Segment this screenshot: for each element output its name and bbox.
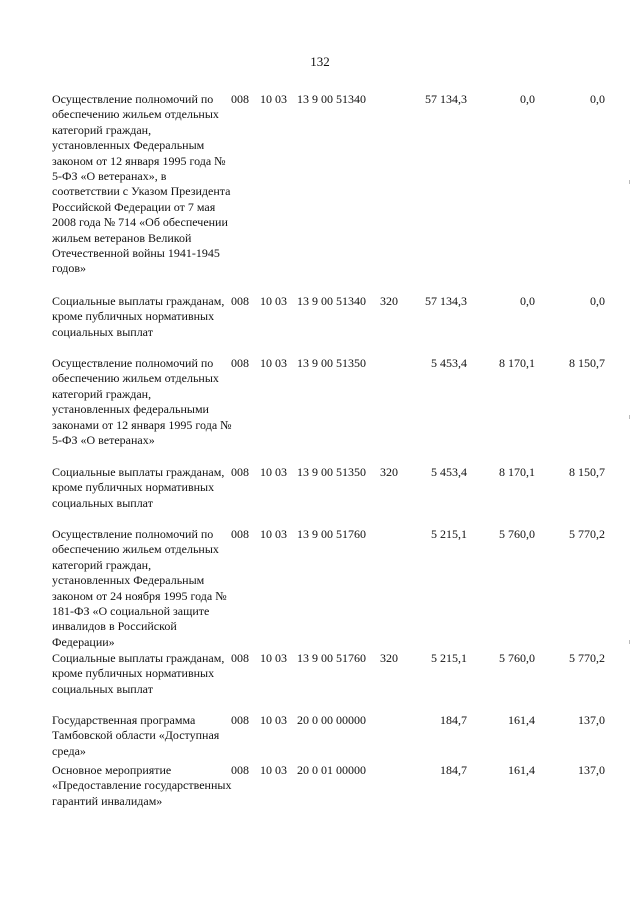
ministry-code: 008 [231, 465, 249, 479]
row-name: Осуществление полномочий по обеспечению жильем отдельных категорий граждан, установленных Федеральным законом от 24 ноября 1995 года № 181-ФЗ «О социальной защите инвалидов в Российской Федерации» [52, 527, 227, 649]
amount-year-3: 137,0 [578, 713, 605, 727]
table-row [0, 527, 640, 651]
ministry-code: 008 [231, 763, 249, 777]
target-article-code: 13 9 00 51760 [297, 527, 366, 541]
section-code: 10 03 [260, 294, 287, 308]
table-row [0, 356, 640, 465]
ministry-code: 008 [231, 651, 249, 665]
table-row [0, 713, 640, 763]
budget-table [0, 92, 640, 825]
scan-artifact [629, 180, 630, 184]
amount-year-2: 8 170,1 [499, 356, 535, 370]
section-code: 10 03 [260, 92, 287, 106]
ministry-code: 008 [231, 92, 249, 106]
amount-year-1: 5 215,1 [431, 527, 467, 541]
page-number: 132 [310, 54, 330, 69]
amount-year-3: 0,0 [590, 92, 605, 106]
ministry-code: 008 [231, 356, 249, 370]
row-name: Государственная программа Тамбовской области «Доступная среда» [52, 713, 220, 758]
target-article-code: 20 0 01 00000 [297, 763, 366, 777]
target-article-code: 13 9 00 51340 [297, 294, 366, 308]
ministry-code: 008 [231, 713, 249, 727]
row-name: Основное мероприятие «Предоставление государственных гарантий инвалидам» [52, 763, 232, 808]
target-article-code: 13 9 00 51340 [297, 92, 366, 106]
amount-year-3: 8 150,7 [569, 356, 605, 370]
ministry-code: 008 [231, 294, 249, 308]
table-row [0, 465, 640, 527]
table-row [0, 92, 640, 294]
target-article-code: 13 9 00 51350 [297, 465, 366, 479]
amount-year-3: 8 150,7 [569, 465, 605, 479]
section-code: 10 03 [260, 465, 287, 479]
amount-year-1: 57 134,3 [425, 294, 467, 308]
amount-year-2: 5 760,0 [499, 651, 535, 665]
row-name: Социальные выплаты гражданам, кроме публичных нормативных социальных выплат [52, 294, 225, 339]
ministry-code: 008 [231, 527, 249, 541]
amount-year-2: 5 760,0 [499, 527, 535, 541]
amount-year-1: 184,7 [440, 713, 467, 727]
amount-year-2: 0,0 [520, 92, 535, 106]
target-article-code: 13 9 00 51350 [297, 356, 366, 370]
section-code: 10 03 [260, 356, 287, 370]
amount-year-3: 5 770,2 [569, 651, 605, 665]
target-article-code: 20 0 00 00000 [297, 713, 366, 727]
amount-year-3: 137,0 [578, 763, 605, 777]
row-name: Социальные выплаты гражданам, кроме публичных нормативных социальных выплат [52, 651, 225, 696]
amount-year-2: 161,4 [508, 763, 535, 777]
table-row [0, 294, 640, 356]
amount-year-1: 184,7 [440, 763, 467, 777]
amount-year-3: 5 770,2 [569, 527, 605, 541]
row-name: Осуществление полномочий по обеспечению жильем отдельных категорий граждан, установленных федеральными законами от 12 января 1995 года № 5-ФЗ «О ветеранах» [52, 356, 232, 448]
expense-type-code: 320 [380, 294, 398, 308]
amount-year-2: 161,4 [508, 713, 535, 727]
amount-year-1: 5 215,1 [431, 651, 467, 665]
section-code: 10 03 [260, 527, 287, 541]
expense-type-code: 320 [380, 651, 398, 665]
table-row [0, 651, 640, 713]
row-name: Социальные выплаты гражданам, кроме публичных нормативных социальных выплат [52, 465, 225, 510]
section-code: 10 03 [260, 763, 287, 777]
section-code: 10 03 [260, 651, 287, 665]
table-row [0, 763, 640, 825]
target-article-code: 13 9 00 51760 [297, 651, 366, 665]
amount-year-1: 5 453,4 [431, 356, 467, 370]
amount-year-2: 8 170,1 [499, 465, 535, 479]
expense-type-code: 320 [380, 465, 398, 479]
amount-year-2: 0,0 [520, 294, 535, 308]
scan-artifact [629, 640, 630, 644]
amount-year-1: 5 453,4 [431, 465, 467, 479]
amount-year-1: 57 134,3 [425, 92, 467, 106]
scan-artifact [629, 415, 630, 419]
amount-year-3: 0,0 [590, 294, 605, 308]
section-code: 10 03 [260, 713, 287, 727]
row-name: Осуществление полномочий по обеспечению жильем отдельных категорий граждан, установленных Федеральным законом от 12 января 1995 года № 5-ФЗ «О ветеранах», в соответствии с Указом Президента Российской Федерации от 7 мая 2008 года № 714 «Об обеспечении жильем ветеранов Великой Отечественной войны 1941-1945 годов» [52, 92, 231, 276]
